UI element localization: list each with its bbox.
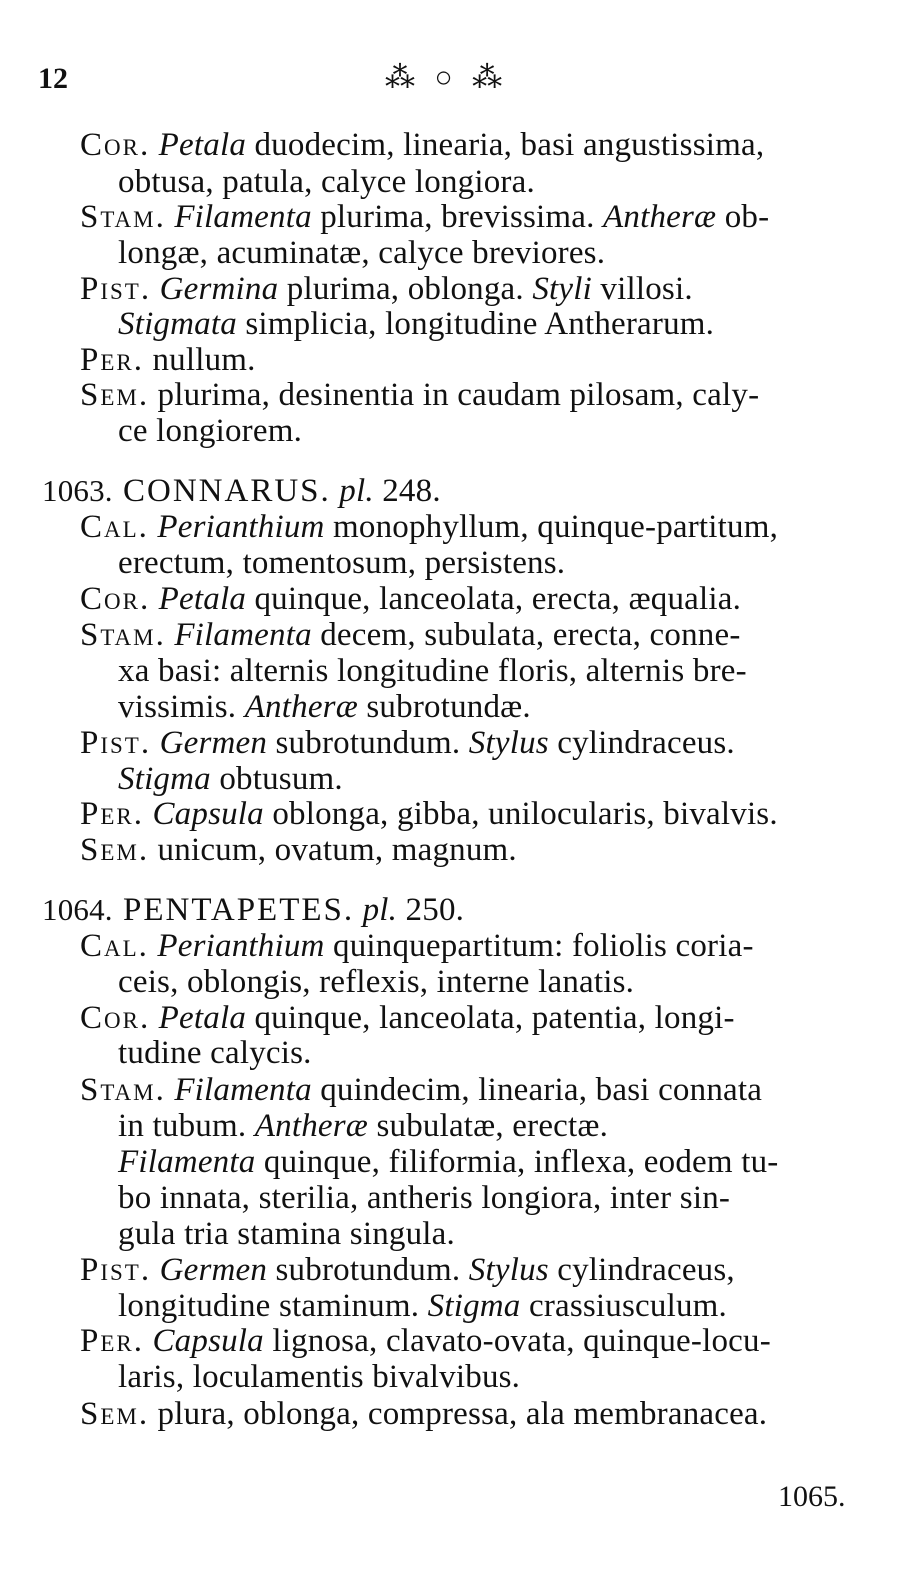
text-line <box>80 795 778 833</box>
italic-term: Germen <box>159 725 268 761</box>
text-line <box>80 1395 767 1433</box>
text-segment: simplicia, longitudine Antherarum. <box>236 306 715 342</box>
section-label: Stam. <box>80 1072 166 1108</box>
section-label: Per. <box>80 342 144 378</box>
italic-term: Petala <box>158 1000 247 1036</box>
text-segment <box>150 127 158 163</box>
section-label: Pist. <box>80 271 152 307</box>
text-segment <box>150 1000 158 1036</box>
text-line <box>80 126 764 164</box>
italic-term: Antheræ <box>244 689 358 725</box>
text-segment: duodecim, linearia, basi angustissima, <box>246 127 765 163</box>
italic-term: Stigma <box>427 1288 521 1324</box>
text-line <box>80 1322 771 1360</box>
italic-term: Capsula <box>152 796 264 832</box>
text-line <box>80 580 741 618</box>
italic-term: pl. <box>339 473 374 509</box>
text-segment: subulatæ, erectæ. <box>368 1108 609 1144</box>
text-line <box>80 616 741 654</box>
italic-term: Filamenta <box>174 617 312 653</box>
text-segment: cylindraceus, <box>548 1252 735 1288</box>
text-segment: crassiusculum. <box>520 1288 727 1324</box>
text-segment: quinque, lanceolata, patentia, longi- <box>246 1000 735 1036</box>
section-label: Pist. <box>80 725 152 761</box>
text-segment: 248. <box>373 473 441 509</box>
text-line <box>80 724 735 762</box>
text-segment: gula tria stamina singula. <box>118 1216 455 1252</box>
italic-term: Perianthium <box>157 509 325 545</box>
text-segment: monophyllum, quinque-partitum, <box>324 509 779 545</box>
italic-term: Filamenta <box>118 1144 256 1180</box>
text-line <box>80 376 759 414</box>
italic-term: Stylus <box>468 725 549 761</box>
text-line <box>80 270 693 308</box>
text-segment <box>150 581 158 617</box>
section-label: Stam. <box>80 199 166 235</box>
text-line <box>118 544 565 582</box>
text-segment: longæ, acuminatæ, calyce breviores. <box>118 235 606 271</box>
text-segment: decem, subulata, erecta, conne- <box>311 617 741 653</box>
text-line <box>118 1358 520 1396</box>
section-label: Cor. <box>80 581 151 617</box>
italic-term: Antheræ <box>603 199 717 235</box>
text-line <box>118 1034 312 1072</box>
page-number: 12 <box>38 62 68 95</box>
italic-term: Germen <box>159 1252 268 1288</box>
text-segment: erectum, tomentosum, persistens. <box>118 545 566 581</box>
text-line <box>118 1143 778 1181</box>
italic-term: Stigma <box>118 761 211 797</box>
text-segment: vissimis. <box>118 689 245 725</box>
text-segment: lignosa, clavato-ovata, quinque-locu- <box>263 1323 771 1359</box>
text-segment: quinque, filiformia, inflexa, eodem tu- <box>255 1144 779 1180</box>
text-line <box>80 1071 762 1109</box>
section-label: Sem. <box>80 832 150 868</box>
text-line <box>118 1179 730 1217</box>
text-line <box>80 508 778 546</box>
section-label: Stam. <box>80 617 166 653</box>
text-line <box>80 341 256 379</box>
text-segment: obtusum. <box>210 761 343 797</box>
header-ornament: ⁂ ○ ⁂ <box>385 61 509 94</box>
text-segment: ce longiorem. <box>118 413 303 449</box>
italic-term: pl. <box>362 892 398 928</box>
italic-term: Stylus <box>468 1252 549 1288</box>
text-segment: 250. <box>397 892 465 928</box>
section-label: Cal. <box>80 509 149 545</box>
text-segment: quinquepartitum: foliolis coria- <box>324 928 754 964</box>
text-segment <box>151 271 159 307</box>
text-line <box>118 1107 608 1145</box>
section-label: Sem. <box>80 377 150 413</box>
text-segment: ob- <box>716 199 770 235</box>
catchword: 1065. <box>778 1480 846 1513</box>
text-line <box>118 652 747 690</box>
text-line <box>42 472 441 510</box>
italic-term: Antheræ <box>254 1108 368 1144</box>
text-line <box>118 1287 727 1325</box>
text-segment: in tubum. <box>118 1108 255 1144</box>
text-segment: villosi. <box>591 271 693 307</box>
section-label: Cor. <box>80 127 151 163</box>
text-segment: longitudine staminum. <box>118 1288 428 1324</box>
text-segment: ceis, oblongis, reflexis, interne lanatis. <box>118 964 635 1000</box>
text-segment: plurima, oblonga. <box>278 271 533 307</box>
italic-term: Germina <box>159 271 279 307</box>
section-label: Per. <box>80 1323 144 1359</box>
text-line <box>118 163 535 201</box>
text-segment: xa basi: alternis longitudine floris, alternis bre- <box>118 653 747 689</box>
text-line <box>118 1215 455 1253</box>
text-segment: plurima, brevissima. <box>311 199 604 235</box>
section-label: Cor. <box>80 1000 151 1036</box>
text-line <box>118 234 605 272</box>
text-line <box>118 963 634 1001</box>
text-segment: tudine calycis. <box>118 1035 312 1071</box>
italic-term: Perianthium <box>157 928 325 964</box>
text-segment: subrotundum. <box>267 1252 469 1288</box>
text-line <box>80 999 735 1037</box>
text-segment: unicum, ovatum, magnum. <box>149 832 517 868</box>
text-line <box>80 1251 735 1289</box>
italic-term: Filamenta <box>174 1072 312 1108</box>
text-segment: quindecim, linearia, basi connata <box>311 1072 763 1108</box>
entry-number: 1064. <box>42 892 113 927</box>
italic-term: Filamenta <box>174 199 312 235</box>
section-label: Sem. <box>80 1396 150 1432</box>
text-segment: plurima, desinentia in caudam pilosam, caly- <box>149 377 760 413</box>
text-segment: subrotundum. <box>267 725 469 761</box>
genus-name: PENTAPETES. <box>112 892 355 928</box>
text-segment: oblonga, gibba, unilocularis, bivalvis. <box>263 796 778 832</box>
text-line <box>80 831 517 869</box>
text-segment: obtusa, patula, calyce longiora. <box>118 164 535 200</box>
text-segment <box>331 473 339 509</box>
italic-term: Petala <box>158 581 247 617</box>
text-segment: subrotundæ. <box>357 689 531 725</box>
entry-number: 1063. <box>42 473 113 508</box>
italic-term: Styli <box>532 271 592 307</box>
section-label: Cal. <box>80 928 149 964</box>
text-segment <box>151 725 159 761</box>
text-segment <box>354 892 362 928</box>
text-line <box>118 412 302 450</box>
text-segment: nullum. <box>144 342 256 378</box>
italic-term: Capsula <box>152 1323 264 1359</box>
italic-term: Stigmata <box>118 306 237 342</box>
text-line <box>118 688 531 726</box>
text-segment: laris, loculamentis bivalvibus. <box>118 1359 521 1395</box>
section-label: Per. <box>80 796 144 832</box>
text-segment: bo innata, sterilia, antheris longiora, inter sin- <box>118 1180 731 1216</box>
text-line <box>118 760 343 798</box>
text-segment: cylindraceus. <box>548 725 735 761</box>
text-line <box>118 305 714 343</box>
text-segment: quinque, lanceolata, erecta, æqualia. <box>246 581 742 617</box>
section-label: Pist. <box>80 1252 152 1288</box>
text-line <box>80 927 754 965</box>
text-line <box>80 198 769 236</box>
text-segment <box>151 1252 159 1288</box>
text-segment: plura, oblonga, compressa, ala membranacea. <box>149 1396 768 1432</box>
genus-name: CONNARUS. <box>112 473 331 509</box>
italic-term: Petala <box>158 127 247 163</box>
text-line <box>42 891 464 929</box>
